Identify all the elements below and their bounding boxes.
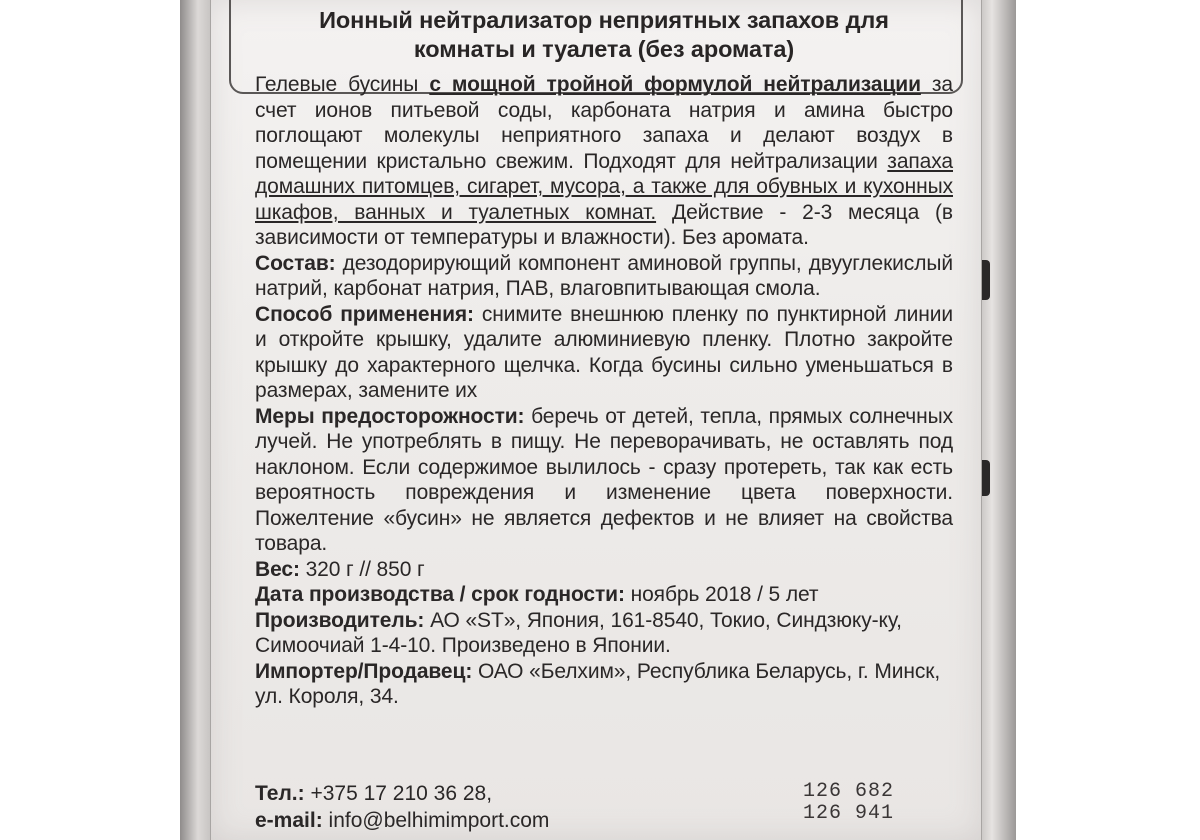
- product-codes: [803, 781, 894, 825]
- usage-text: снимите внешнюю пленку по пунктирной линии и откройте крышку, удалите алюминиевую пленку. Плотно закройте крышку до характерного щелчка. Когда бусины сильно уменьшаться в размерах, замените их: [255, 302, 953, 402]
- label-content: [255, 6, 953, 710]
- package-left-edge: [180, 0, 210, 840]
- email-line: [255, 807, 755, 834]
- product-code: 126 682: [803, 780, 895, 803]
- precautions-label: Меры предосторожности:: [255, 404, 525, 428]
- importer-label: Импортер/Продавец:: [255, 659, 473, 683]
- production-value: ноябрь 2018 / 5 лет: [624, 583, 819, 606]
- manufacturer-paragraph: [255, 608, 953, 659]
- weight-label: Вес:: [255, 557, 300, 581]
- intro-text: за счет ионов питьевой соды, карбоната натрия и амина быстро поглощают молекулы неприятного запаха и делают воздух в помещении кристально свежим. Подходят для нейтрализации: [255, 73, 954, 173]
- weight-value: 320 г // 850 г: [299, 557, 425, 581]
- intro-paragraph: [255, 72, 953, 251]
- manufacturer-label: Производитель:: [255, 608, 425, 632]
- title-line-1: Ионный нейтрализатор неприятных запахов для: [319, 7, 889, 33]
- composition-paragraph: [255, 251, 953, 302]
- precautions-text: беречь от детей, тепла, прямых солнечных лучей. Не употреблять в пищу. Не переворачивать, не оставлять под наклоном. Если содержимое вылилось - сразу протереть, так как есть вероятность повреждения и изменение цвета поверхности. Пожелтение «бусин» не является дефектов и не влияет на свойства товара.: [255, 404, 953, 555]
- importer-text: ОАО «Белхим», Республика Беларусь, г. Минск, ул. Короля, 34.: [255, 659, 941, 708]
- composition-text: дезодорирующий компонент аминовой группы, двууглекислый натрий, карбонат натрия, ПАВ, влаговпитывающая смола.: [255, 251, 953, 300]
- title-line-2: комнаты и туалета (без аромата): [413, 36, 795, 62]
- intro-highlight-usage: запаха домашних питомцев, сигарет, мусора, а также для обувных и кухонных шкафов, ванных и туалетных комнат.: [255, 149, 953, 224]
- production-line: [255, 582, 953, 608]
- usage-paragraph: [255, 302, 953, 404]
- usage-label: Способ применения:: [255, 302, 474, 326]
- weight-line: [255, 557, 953, 583]
- importer-paragraph: [255, 659, 953, 710]
- product-label: [210, 0, 982, 840]
- product-code: 126 941: [803, 802, 895, 825]
- production-label: Дата производства / срок годности:: [255, 583, 625, 606]
- email-label: e-mail:: [255, 809, 323, 832]
- phone-value: +375 17 210 36 28,: [304, 782, 493, 805]
- intro-highlight-formula: с мощной тройной формулой нейтрализации: [429, 73, 921, 96]
- phone-label: Тел.:: [255, 782, 305, 805]
- package-right-edge: [976, 0, 1016, 840]
- manufacturer-text: АО «ST», Япония, 161-8540, Токио, Синдзюку-ку, Симоочиай 1-4-10. Произведено в Японии.: [255, 608, 902, 657]
- contact-block: [255, 780, 755, 834]
- product-title: [255, 6, 953, 64]
- email-value: info@belhimimport.com: [322, 809, 550, 832]
- composition-label: Состав:: [255, 251, 336, 275]
- phone-line: [255, 780, 755, 807]
- precautions-paragraph: [255, 404, 953, 557]
- intro-text: Гелевые бусины: [255, 73, 430, 96]
- package-photo: [180, 0, 1016, 840]
- intro-text: Действие - 2-3 месяца (в зависимости от температуры и влажности). Без аромата.: [255, 200, 953, 249]
